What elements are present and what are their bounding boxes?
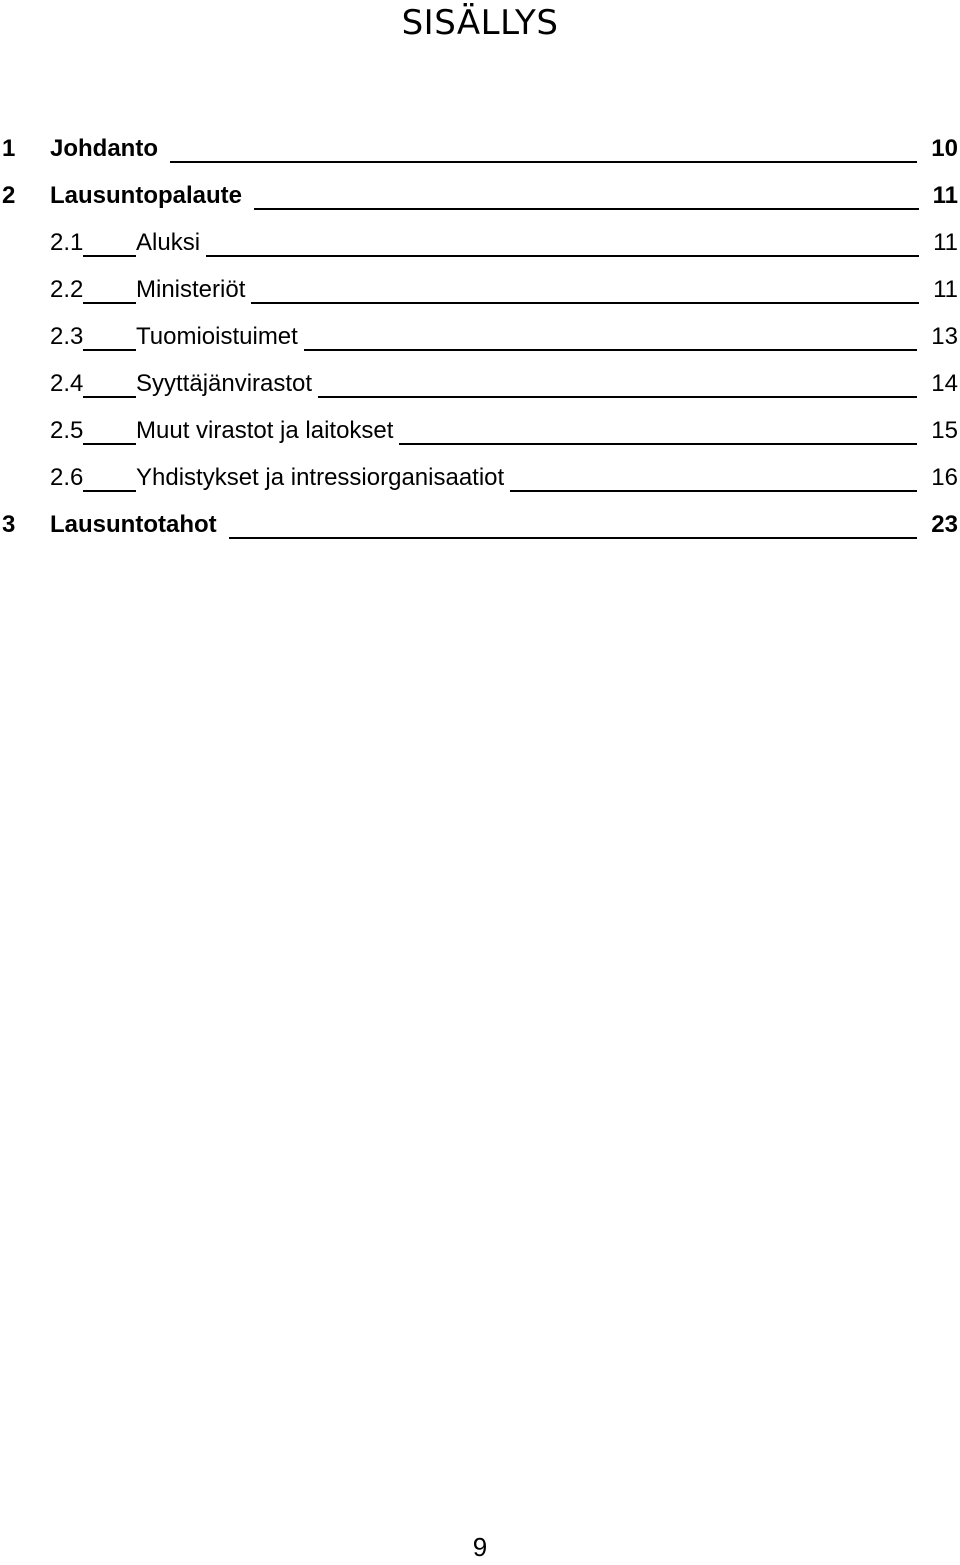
toc-entry-label: Aluksi bbox=[136, 220, 206, 260]
toc-entry-page: 11 bbox=[919, 220, 958, 260]
toc-entry-tuomioistuimet[interactable] bbox=[0, 314, 958, 361]
toc-entry-number: 2.1 bbox=[50, 220, 83, 260]
toc-leader-line bbox=[50, 161, 922, 163]
toc-entry-syyttajanvirastot[interactable] bbox=[0, 361, 958, 408]
toc-entry-page: 14 bbox=[917, 361, 958, 401]
toc-entry-aluksi[interactable] bbox=[0, 220, 958, 267]
toc-entry-label: Muut virastot ja laitokset bbox=[136, 408, 399, 448]
toc-entry-ministeriot[interactable] bbox=[0, 267, 958, 314]
toc-entry-page: 11 bbox=[919, 173, 958, 213]
toc-entry-page: 16 bbox=[917, 455, 958, 495]
toc-entry-label: Lausuntopalaute bbox=[50, 173, 254, 213]
toc-entry-page: 15 bbox=[917, 408, 958, 448]
toc-entry-number: 2.6 bbox=[50, 455, 83, 495]
toc-entry-number: 2.4 bbox=[50, 361, 83, 401]
toc-entry-page: 11 bbox=[919, 267, 958, 307]
toc-entry-yhdistykset[interactable] bbox=[0, 455, 958, 502]
toc-entry-number: 2.3 bbox=[50, 314, 83, 354]
toc-entry-label: Tuomioistuimet bbox=[136, 314, 304, 354]
toc-entry-page: 13 bbox=[917, 314, 958, 354]
toc-entry-number: 3 bbox=[2, 502, 15, 542]
toc-entry-label: Lausuntotahot bbox=[50, 502, 229, 542]
toc-entry-number: 1 bbox=[2, 126, 15, 166]
toc-entry-label: Yhdistykset ja intressiorganisaatiot bbox=[136, 455, 510, 495]
page-number: 9 bbox=[472, 1532, 488, 1562]
toc-entry-number: 2.2 bbox=[50, 267, 83, 307]
toc-entry-lausuntotahot[interactable] bbox=[0, 502, 958, 549]
toc-entry-number: 2 bbox=[2, 173, 15, 213]
toc-entry-page: 10 bbox=[917, 126, 958, 166]
toc-entry-label: Ministeriöt bbox=[136, 267, 251, 307]
toc-entry-lausuntopalaute[interactable] bbox=[0, 173, 958, 220]
toc-entry-muut-virastot[interactable] bbox=[0, 408, 958, 455]
toc-entry-page: 23 bbox=[917, 502, 958, 542]
toc-entry-johdanto[interactable] bbox=[0, 126, 958, 173]
page-title: SISÄLLYS bbox=[401, 3, 559, 43]
table-of-contents bbox=[0, 126, 958, 549]
toc-entry-number: 2.5 bbox=[50, 408, 83, 448]
toc-entry-label: Syyttäjänvirastot bbox=[136, 361, 318, 401]
toc-entry-label: Johdanto bbox=[50, 126, 170, 166]
